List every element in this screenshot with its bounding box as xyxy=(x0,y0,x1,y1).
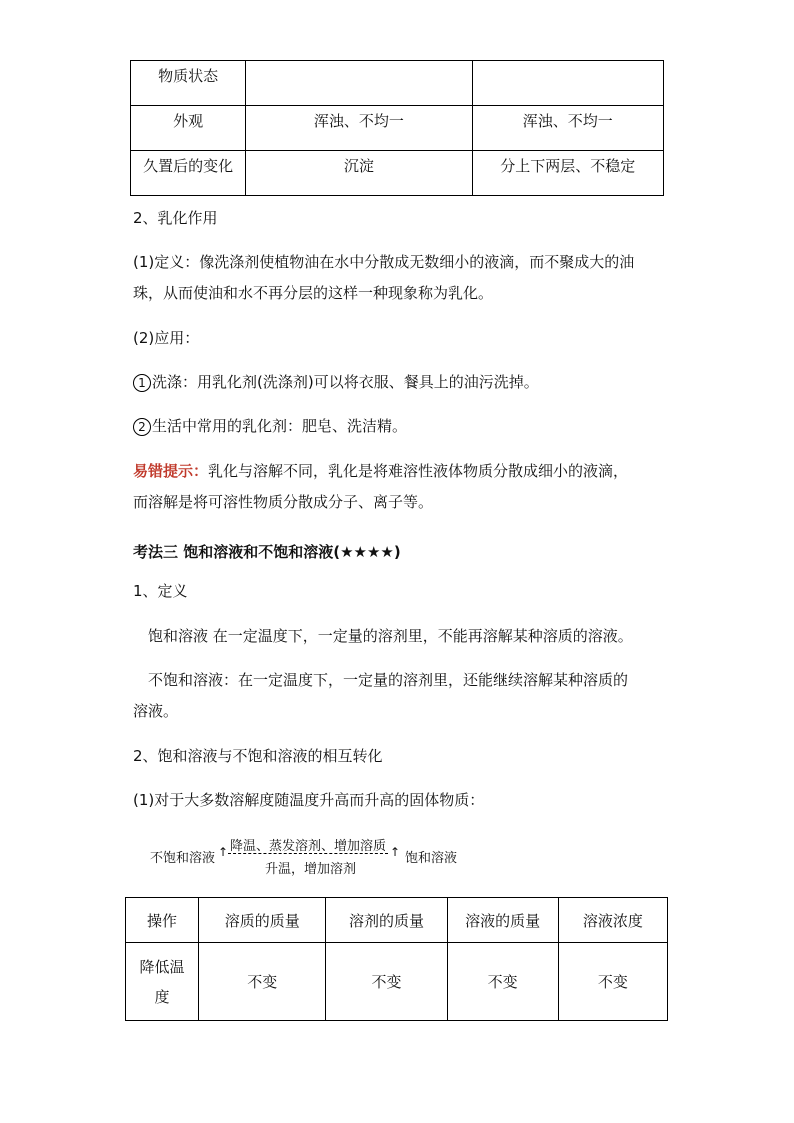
table-row xyxy=(131,151,664,196)
table-cell: 浑浊、不均一 xyxy=(472,106,663,151)
table-cell: 沉淀 xyxy=(246,151,472,196)
operation-table xyxy=(125,897,668,1021)
cell-text: 降低温度 xyxy=(139,957,185,1006)
table-cell: 久置后的变化 xyxy=(131,151,246,196)
arrow-head-icon: ↑ xyxy=(390,845,401,859)
circled-number-icon: 2 xyxy=(133,418,151,436)
list-item xyxy=(133,415,407,437)
table-cell xyxy=(472,61,663,106)
paragraph: 饱和溶液 在一定温度下，一定量的溶剂里，不能再溶解某种溶质的溶液。 xyxy=(148,627,633,645)
table-row xyxy=(131,106,664,151)
diagram-left-label: 不饱和溶液 xyxy=(150,851,216,866)
table-header-row xyxy=(126,898,668,943)
table-row xyxy=(126,943,668,1021)
paragraph: 而溶解是将可溶性物质分散成分子、离子等。 xyxy=(133,493,434,511)
table-cell: 分上下两层、不稳定 xyxy=(472,151,663,196)
paragraph: (1)定义：像洗涤剂使植物油在水中分散成无数细小的液滴，而不聚成大的油 xyxy=(133,253,635,271)
diagram-right-label: 饱和溶液 xyxy=(405,851,458,866)
table-cell: 不变 xyxy=(447,943,558,1021)
paragraph: (1)对于大多数溶解度随温度升高而升高的固体物质： xyxy=(133,791,485,809)
tip-text: 乳化与溶解不同，乳化是将难溶性液体物质分散成细小的液滴， xyxy=(208,462,629,480)
comparison-table xyxy=(130,60,664,196)
table-cell xyxy=(246,61,472,106)
table-header-cell: 溶剂的质量 xyxy=(326,898,447,943)
arrow-line xyxy=(228,853,388,854)
section-title: 考法三 饱和溶液和不饱和溶液(★★★★) xyxy=(133,543,401,561)
paragraph: (2)应用： xyxy=(133,329,200,347)
table-header-cell: 溶液浓度 xyxy=(558,898,667,943)
tip-paragraph xyxy=(133,460,628,482)
paragraph: 不饱和溶液：在一定温度下，一定量的溶剂里，还能继续溶解某种溶质的 xyxy=(148,671,629,689)
table-header-cell: 操作 xyxy=(126,898,199,943)
section-heading: 2、饱和溶液与不饱和溶液的相互转化 xyxy=(133,747,383,765)
table-cell: 外观 xyxy=(131,106,246,151)
table-cell: 物质状态 xyxy=(131,61,246,106)
arrow-head-icon: ↑ xyxy=(218,845,229,859)
table-header-cell: 溶质的质量 xyxy=(199,898,326,943)
table-cell: 不变 xyxy=(558,943,667,1021)
paragraph: 溶液。 xyxy=(133,702,179,720)
circled-number-icon: 1 xyxy=(133,374,151,392)
table-cell: 浑浊、不均一 xyxy=(246,106,472,151)
table-cell: 不变 xyxy=(199,943,326,1021)
diagram-bottom-label: 升温，增加溶剂 xyxy=(265,862,357,877)
table-cell: 不变 xyxy=(326,943,447,1021)
table-header-cell: 溶液的质量 xyxy=(447,898,558,943)
table-cell xyxy=(126,943,199,1021)
conversion-diagram xyxy=(150,835,470,880)
list-item xyxy=(133,371,539,393)
list-item-text: 洗涤：用乳化剂(洗涤剂)可以将衣服、餐具上的油污洗掉。 xyxy=(152,373,539,391)
list-item-text: 生活中常用的乳化剂：肥皂、洗洁精。 xyxy=(152,417,408,435)
section-heading: 1、定义 xyxy=(133,582,188,600)
tip-label: 易错提示： xyxy=(133,462,209,480)
paragraph: 珠，从而使油和水不再分层的这样一种现象称为乳化。 xyxy=(133,284,494,302)
table-row xyxy=(131,61,664,106)
diagram-top-label: 降温、蒸发溶剂、增加溶质 xyxy=(230,839,387,854)
section-heading: 2、乳化作用 xyxy=(133,209,218,227)
